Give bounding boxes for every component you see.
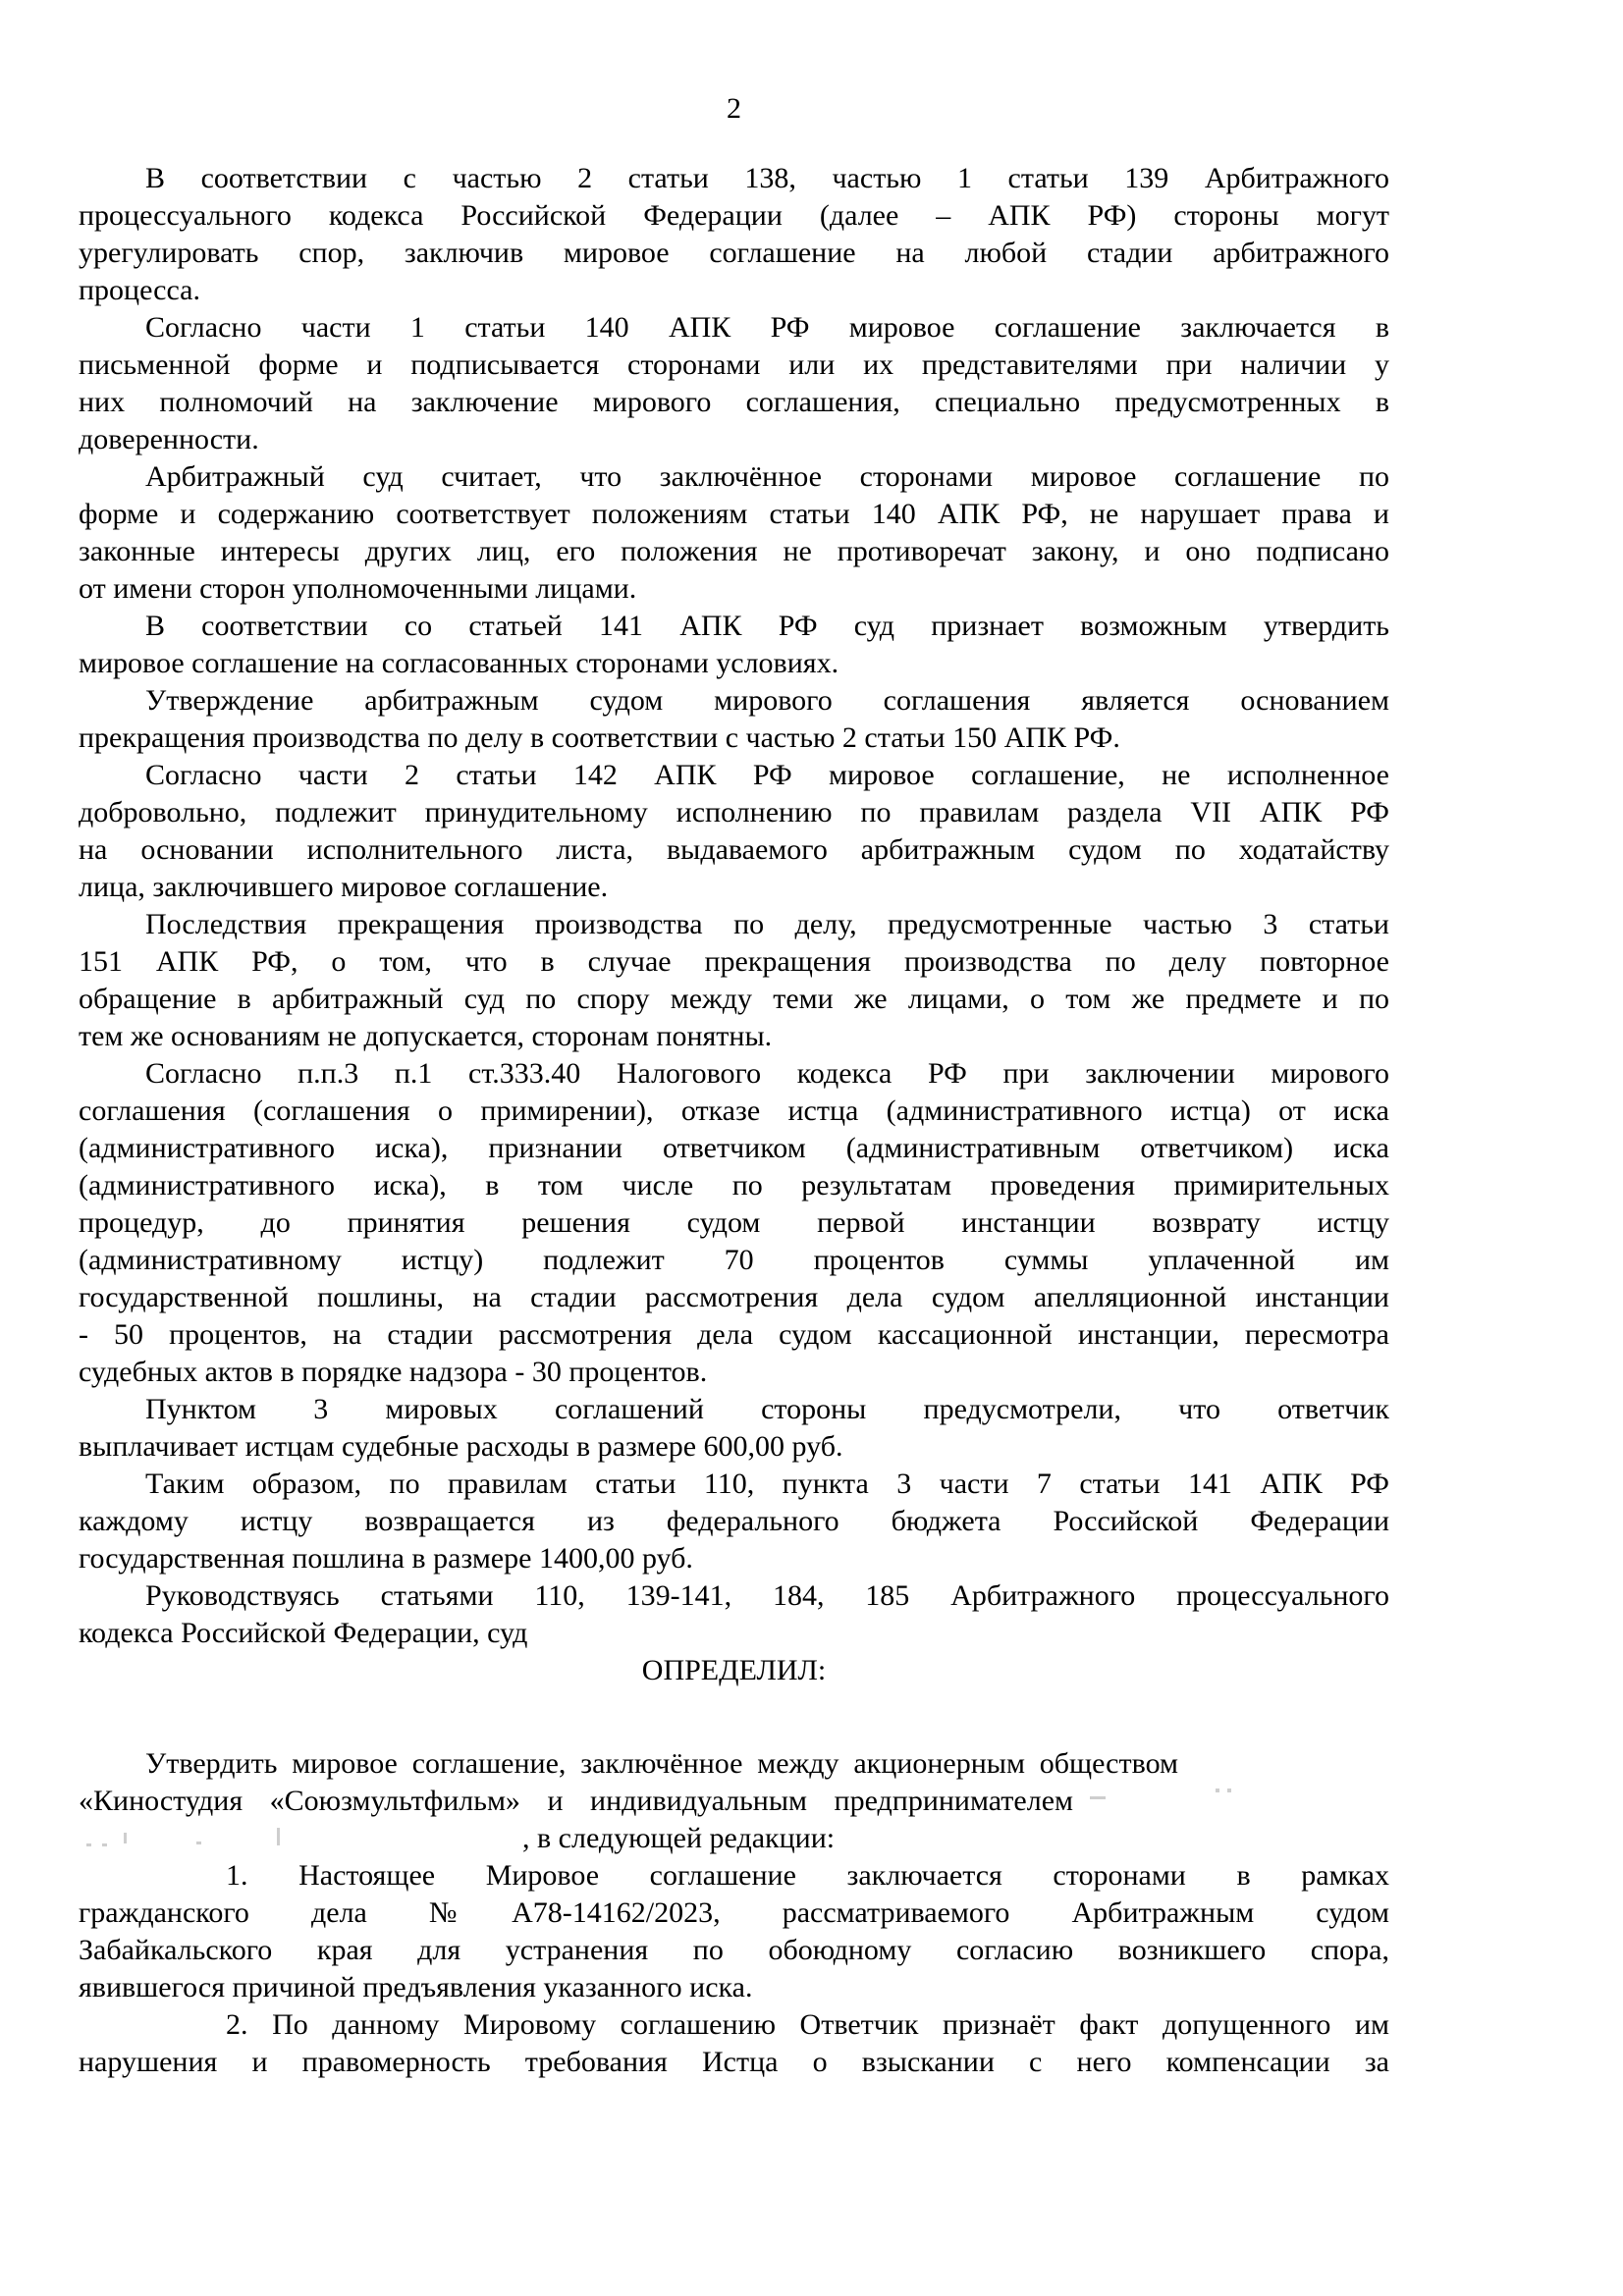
paragraph xyxy=(79,682,1389,757)
paragraph xyxy=(79,1857,1389,2006)
redaction-artifact xyxy=(86,1843,91,1846)
text-line: Пунктом 3 мировых соглашений стороны предусмотрели, что ответчик xyxy=(145,1393,1389,1425)
text-line: (административного иска), признании ответчиком (административным ответчиком) иска xyxy=(79,1132,1389,1164)
text-line: обращение в арбитражный суд по спору между теми же лицами, о том же предмете и по xyxy=(79,983,1389,1015)
text-line: мировое соглашение на согласованных сторонами условиях. xyxy=(79,647,839,679)
paragraph xyxy=(79,1391,1389,1466)
text-line: лица, заключившего мировое соглашение. xyxy=(79,871,609,903)
text-line: судебных актов в порядке надзора - 30 процентов. xyxy=(79,1356,708,1388)
text-line: на основании исполнительного листа, выдаваемого арбитражным судом по ходатайству xyxy=(79,833,1389,866)
text-line: В соответствии с частью 2 статьи 138, частью 1 статьи 139 Арбитражного xyxy=(145,162,1389,194)
blank-line xyxy=(79,1689,1389,1745)
paragraph xyxy=(79,1055,1389,1391)
text-line: Согласно части 2 статьи 142 АПК РФ мировое соглашение, не исполненное xyxy=(145,759,1389,791)
text-line: Утвердить мировое соглашение, заключённое между акционерным обществом xyxy=(145,1747,1178,1780)
text-line: , в следующей редакции: xyxy=(79,1820,1389,1857)
paragraph xyxy=(79,608,1389,682)
text-line: доверенности. xyxy=(79,423,259,455)
redaction-artifact xyxy=(1227,1789,1231,1792)
text-line: законные интересы других лиц, его положения не противоречат закону, и оно подписано xyxy=(79,535,1389,567)
text-line: добровольно, подлежит принудительному исполнению по правилам раздела VII АПК РФ xyxy=(79,796,1389,828)
text-line: Утверждение арбитражным судом мирового соглашения является основанием xyxy=(145,684,1389,717)
text-line: письменной форме и подписывается сторонами или их представителями при наличии у xyxy=(79,348,1389,381)
text-line: 1. Настоящее Мировое соглашение заключается сторонами в рамках xyxy=(226,1859,1389,1892)
text-line: Таким образом, по правилам статьи 110, пункта 3 части 7 статьи 141 АПК РФ xyxy=(145,1468,1389,1500)
text-line: процедур, до принятия решения судом первой инстанции возврату истцу xyxy=(79,1206,1389,1239)
text-line: процесса. xyxy=(79,274,200,306)
text-line: (административного иска), в том числе по результатам проведения примирительных xyxy=(79,1169,1389,1201)
paragraph xyxy=(79,160,1389,309)
settlement-intro-paragraph xyxy=(79,1745,1389,1857)
text-line: (административному истцу) подлежит 70 процентов суммы уплаченной им xyxy=(79,1244,1389,1276)
paragraph xyxy=(79,2006,1389,2081)
text-line: форме и содержанию соответствует положениям статьи 140 АПК РФ, не нарушает права и xyxy=(79,498,1389,530)
text-line: прекращения производства по делу в соответствии с частью 2 статьи 150 АПК РФ. xyxy=(79,721,1120,754)
paragraph xyxy=(79,309,1389,458)
text-line: от имени сторон уполномоченными лицами. xyxy=(79,572,637,605)
paragraph xyxy=(79,906,1389,1055)
document-body xyxy=(79,160,1389,2081)
redaction-artifact xyxy=(124,1833,127,1843)
text-line: Согласно части 1 статьи 140 АПК РФ мировое соглашение заключается в xyxy=(145,311,1389,344)
text-line: нарушения и правомерность требования Истца о взыскании с него компенсации за xyxy=(79,2046,1389,2078)
text-line: - 50 процентов, на стадии рассмотрения дела судом кассационной инстанции, пересмотра xyxy=(79,1318,1389,1351)
text-line: 2. По данному Мировому соглашению Ответчик признаёт факт допущенного им xyxy=(226,2008,1389,2041)
text-line: явившегося причиной предъявления указанного иска. xyxy=(79,1971,753,2003)
text-line: государственная пошлина в размере 1400,00 руб. xyxy=(79,1542,693,1575)
text-line: 151 АПК РФ, о том, что в случае прекращения производства по делу повторное xyxy=(79,945,1389,978)
text-line: процессуального кодекса Российской Федерации (далее – АПК РФ) стороны могут xyxy=(79,199,1389,232)
text-line: Последствия прекращения производства по делу, предусмотренные частью 3 статьи xyxy=(145,908,1389,940)
paragraph xyxy=(79,757,1389,906)
ruling-heading: ОПРЕДЕЛИЛ: xyxy=(641,1654,827,1686)
text-line: каждому истцу возвращается из федерального бюджета Российской Федерации xyxy=(79,1505,1389,1537)
redaction-artifact xyxy=(102,1843,107,1846)
redaction-artifact xyxy=(196,1842,201,1844)
text-line: них полномочий на заключение мирового соглашения, специально предусмотренных в xyxy=(79,386,1389,418)
redaction-artifact xyxy=(277,1828,280,1845)
text-line: «Киностудия «Союзмультфильм» и индивидуальным предпринимателем xyxy=(79,1783,1389,1820)
redaction-artifact xyxy=(1090,1796,1106,1799)
text-line: В соответствии со статьей 141 АПК РФ суд признает возможным утвердить xyxy=(145,610,1389,642)
text-line: урегулировать спор, заключив мировое соглашение на любой стадии арбитражного xyxy=(79,237,1389,269)
text-line: гражданского дела №А78-14162/2023, рассматриваемого Арбитражным судом xyxy=(79,1896,1389,1929)
text-line: Руководствуясь статьями 110, 139-141, 184, 185 Арбитражного процессуального xyxy=(145,1579,1389,1612)
text-line: государственной пошлины, на стадии рассмотрения дела судом апелляционной инстанции xyxy=(79,1281,1389,1313)
paragraph xyxy=(79,458,1389,608)
page-number: 2 xyxy=(727,92,741,125)
redaction-artifact xyxy=(1216,1789,1219,1792)
paragraph xyxy=(79,1466,1389,1577)
text-line: тем же основаниям не допускается, сторонам понятны. xyxy=(79,1020,773,1052)
text-line: выплачивает истцам судебные расходы в размере 600,00 руб. xyxy=(79,1430,843,1463)
text-line: Арбитражный суд считает, что заключённое сторонами мировое соглашение по xyxy=(145,460,1389,493)
text-line: Забайкальского края для устранения по обоюдному согласию возникшего спора, xyxy=(79,1934,1389,1966)
text-line: Согласно п.п.3 п.1 ст.333.40 Налогового кодекса РФ при заключении мирового xyxy=(145,1057,1389,1090)
text-line: кодекса Российской Федерации, суд xyxy=(79,1617,528,1649)
text-line: соглашения (соглашения о примирении), отказе истца (административного истца) от иска xyxy=(79,1095,1389,1127)
paragraph xyxy=(79,1577,1389,1652)
